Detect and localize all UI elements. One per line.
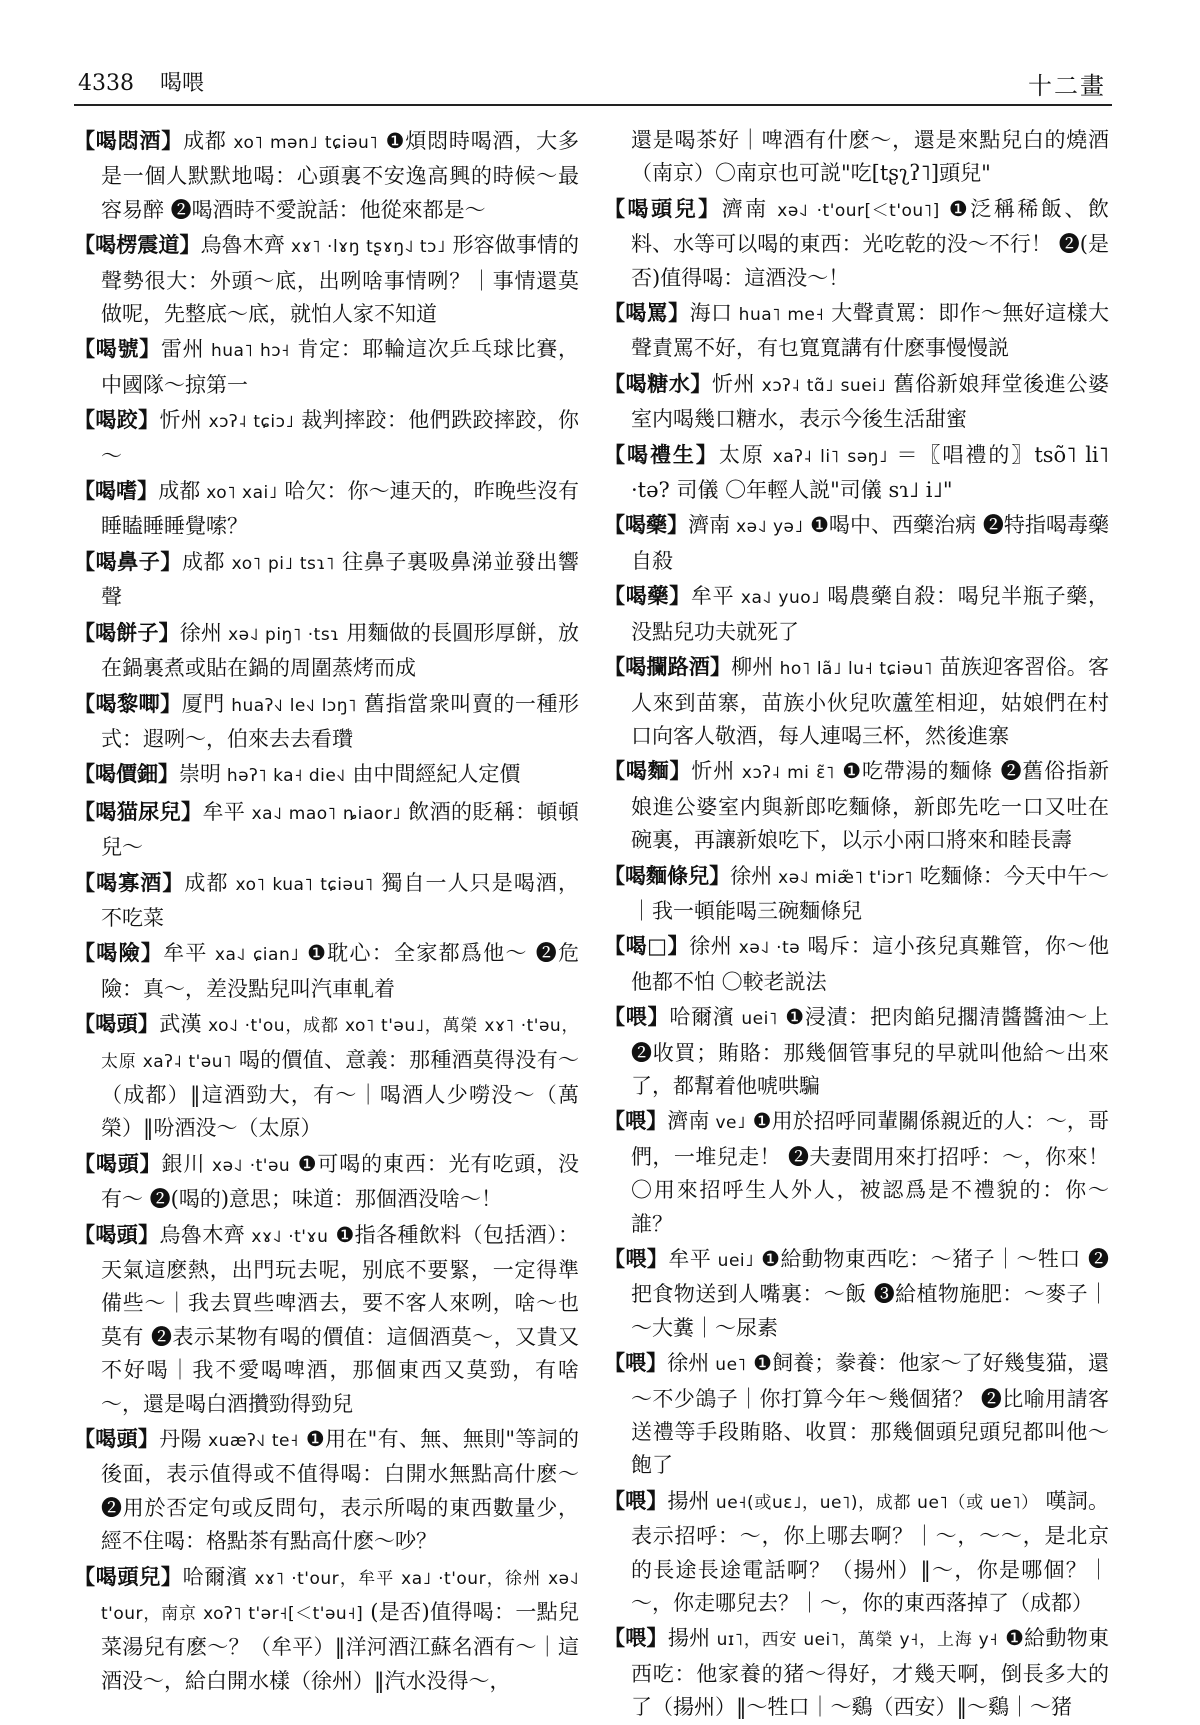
entry-definition: 吃麵條：今天中午～｜我一頓能喝三碗麵條兒 [631,863,1110,923]
entry-definition: 喝的價值、意義：那種酒莫得没有～（成都）‖這酒勁大，有～｜喝酒人少嘮没～（萬榮）‖吩酒没～（太原） [101,1047,579,1141]
entry-pronunciation: ve˩ [709,1113,746,1134]
entry-location: 銀川 [161,1151,206,1176]
entry-headword: 【喝楞震道】 [74,232,201,258]
running-head-left [78,66,204,97]
entry-pronunciation: xə˨˩ yə˩ [730,517,804,538]
entry-pronunciation: xuæʔ˧˩ te˧ [201,1431,299,1452]
entry-definition: ❶可喝的東西：光有吃頭，没有～ ❷(喝的)意思；味道：那個酒没啥～！ [101,1151,580,1212]
entry-definition: ❶飼養；豢養：他家～了好幾隻猫，還～不少鴿子｜你打算今年～幾個猪？ ❷比喻用請客送禮等手段賄賂、收買：那幾個頭兒頭兒都叫他～飽了 [631,1351,1110,1478]
dictionary-entry [604,1242,1109,1345]
entry-headword: 【喝價鈿】 [74,761,179,787]
entry-definition: 舊俗新娘拜堂後進公婆室内喝幾口糖水，表示今後生活甜蜜 [631,371,1110,432]
entry-definition: 喝斥：這小孩兒真難管，你～他他都不怕 〇較老説法 [631,934,1109,994]
entry-location: 海口 [689,301,733,326]
dictionary-entry [604,1484,1109,1621]
entry-headword: 【喝藥】 [604,512,689,538]
dictionary-entry [604,192,1109,295]
entry-headword: 【喝頭兒】 [74,1563,183,1589]
entry-location: 柳州 [731,655,774,680]
entry-definition: 嘆詞。表示招呼：～，你上哪去啊？｜～，～～，是北京的長途長途電話啊？（揚州）‖～，你是哪個？｜～，你走哪兒去？｜～，你的東西落掉了（成都） [631,1488,1110,1616]
entry-pronunciation: xɤ˨˩ ·t'ɤu [245,1226,329,1247]
entry-headword: 【喝藥】 [604,583,691,609]
entry-pronunciation: xa˨˩ yuo˩ [734,588,821,609]
entry-location: 丹陽 [159,1427,202,1452]
entry-pronunciation: xɔʔ˨ tɑ̃˩ suei˩ [755,375,887,396]
dictionary-entry [604,508,1109,578]
entry-headword: 【喂】 [604,1246,669,1271]
dictionary-entry [74,124,579,227]
entry-headword: 【喝跤】 [74,407,160,433]
dictionary-entry [74,1007,579,1146]
entry-headword: 【喂】 [604,1004,670,1030]
dictionary-entry [74,936,579,1006]
guide-headwords: 喝喂 [160,71,205,96]
entry-pronunciation: xo˥ xai˩ [200,483,278,504]
entry-location: 濟南 [721,196,769,221]
entry-pronunciation: həʔ˥ ka˧ die˧˩ [221,766,346,787]
dictionary-entry [74,687,579,757]
entry-location: 濟南 [667,1109,710,1134]
entry-location: 徐州 [667,1351,710,1376]
entry-definition: 飲酒的貶稱：頓頓兒～ [101,799,580,860]
entry-location: 成都 [183,129,227,153]
entry-location: 徐州 [689,934,733,959]
section-label: 十二畫 [1028,72,1106,100]
entry-headword: 【喝鼻子】 [74,548,182,574]
entry-location: 濟南 [688,513,731,538]
entry-pronunciation: ue˧(或uɛ˩，ue˥)，成都 ue˥（或 ue˥） [709,1492,1039,1513]
dictionary-entry [604,754,1109,857]
dictionary-entry [74,228,579,331]
entry-pronunciation: xo˥ kua˥ tɕiəu˥ [228,874,374,895]
entry-location: 崇明 [179,762,221,787]
dictionary-entry [604,859,1109,929]
entry-headword: 【喝□】 [604,933,690,959]
entry-definition: 大聲責罵：即作～無好這樣大聲責罵不好，有乜寬寬講有什麽事慢慢説 [631,301,1110,361]
entry-definition: (是否)值得喝：一點兒菜湯兒有麽～？（牟平）‖洋河酒江蘇名酒有～｜這酒没～，給白開水樣（徐州）‖汽水没得～， [101,1600,580,1693]
entry-location: 哈爾濱 [182,1564,248,1589]
entry-headword: 【喝麵條兒】 [604,862,731,888]
entry-pronunciation: xə˨˩ ·tə [732,938,801,959]
entry-location: 牟平 [202,799,246,824]
entry-location: 忻州 [712,371,756,396]
dictionary-entry [604,438,1109,508]
entry-headword: 【喝攔路酒】 [604,654,732,680]
entry-headword: 【喝號】 [74,336,161,362]
entry-pronunciation: xaʔ˨ li˥ səŋ˩ [764,446,888,467]
entry-location: 徐州 [730,863,773,888]
entry-headword: 【喂】 [604,1108,668,1134]
entry-location: 牟平 [163,941,208,966]
entry-pronunciation: xo˥ pi˩ tsɿ˥ [225,553,335,574]
entry-location: 烏魯木齊 [159,1222,246,1247]
entry-pronunciation: hua˥ hɔ˧ [204,341,290,362]
dictionary-entry [74,757,579,793]
entry-headword: 【喝糖水】 [604,370,713,396]
entry-location: 哈爾濱 [669,1005,735,1030]
entry-headword: 【喝頭】 [74,1221,160,1247]
dictionary-entry [74,795,579,865]
entry-definition: 獨自一人只是喝酒，不吃菜 [101,870,580,930]
entry-headword: 【喝悶酒】 [74,128,184,153]
entry-location: 太原 [718,442,765,467]
entry-headword: 【喝險】 [74,940,164,966]
entry-location: 牟平 [668,1247,712,1271]
entry-definition: ❶用在"有、無、無則"等詞的後面，表示值得或不值得喝：白開水無點高什麽～ ❷用於否定句或反問句，表示所喝的東西數量少，經不住喝：格點茶有點高什麽～吵？ [101,1427,580,1554]
entry-headword: 【喝麵】 [604,758,692,784]
entry-location: 揚州 [667,1488,710,1513]
entry-pronunciation: xo˨˩ ·t'ou，成都 xo˥ t'əu˩，萬榮 xɤ˥ ·t'əu，太原 xaʔ˨ t'əu˥ [101,1016,580,1072]
entry-headword: 【喝嗜】 [74,478,159,504]
entry-pronunciation: ue˥ [709,1355,747,1376]
entry-location: 牟平 [690,584,735,609]
entry-headword: 【喝黎唧】 [74,690,182,716]
entry-location: 武漢 [159,1012,202,1037]
entry-headword: 【喝頭兒】 [604,195,722,221]
dictionary-entry [74,332,579,402]
entry-pronunciation: uei˩ [711,1251,755,1271]
dictionary-entry [604,367,1109,437]
dictionary-entry [74,545,579,615]
entry-definition: 用麵做的長圓形厚餅，放在鍋裏煮或貼在鍋的周圍蒸烤而成 [101,620,579,681]
entry-definition: ❶給動物東西吃：他家養的猪～得好，才幾天啊，倒長多大的了（揚州）‖～牲口｜～鷄（西安）‖～鷄｜～猪 [631,1626,1110,1720]
entry-definition: ❶指各種飲料（包括酒）：天氣這麽熱，出門玩去呢，别底不要緊，一定得準備些～｜我去買些啤酒去，要不客人來咧，啥～也莫有 ❷表示某物有喝的價值：這個酒莫～，又貴又不好喝｜我不愛喝啤酒，那個東西又莫勁，有啥～，還是喝白酒攢勁得勁兒 [101,1222,580,1416]
entry-pronunciation: hua˥ me˧ [732,305,825,326]
entry-headword: 【喝猫尿兒】 [74,798,203,824]
dictionary-entry [74,1147,579,1217]
entry-location: 揚州 [667,1626,711,1651]
entry-definition: 哈欠：你～連天的，昨晚些沒有睡瞌睡睡覺嗦？ [101,479,580,539]
entry-definition: 苗族迎客習俗。客人來到苗寨，苗族小伙兒吹蘆笙相迎，姑娘們在村口向客人敬酒，每人連喝三杯，然後進寨 [631,655,1110,748]
entry-location: 徐州 [179,620,223,645]
entry-definition: ❶浸漬：把肉餡兒擱清醬醬油～上 ❷收買；賄賂：那幾個管事兒的早就叫他給～出來了，都幫着他唬哄騙 [631,1005,1110,1098]
entry-headword: 【喝禮生】 [604,441,719,467]
dictionary-entry [604,296,1109,366]
entry-definition: ❶泛稱稀飯、飲料、水等可以喝的東西：光吃乾的没～不行！ ❷(是否)值得喝：這酒没～！ [631,196,1110,290]
entry-definition: 肯定：耶輪這次乒乓球比賽，中國隊～掠第一 [101,337,580,397]
entry-definition: 由中間經紀人定價 [345,762,521,787]
entry-pronunciation: huaʔ˧˩ le˧˩ lɔŋ˥ [224,695,357,716]
dictionary-entry [74,866,579,936]
dictionary-entry [604,1621,1109,1724]
entry-pronunciation: xə˨˩ piŋ˥ ·tsɿ [222,624,340,645]
dictionary-entry [604,579,1109,649]
right-column [604,124,1110,1720]
entry-location: 厦門 [181,691,225,716]
dictionary-entry [74,1560,579,1699]
entry-pronunciation: xɤ˥ ·t'our，牟平 xa˩ ·t'our，徐州 xə˨˩ t'our，南京 xoʔ˥ t'ər˧[＜t'əu˧] [101,1568,580,1625]
entry-location: 成都 [181,549,226,574]
entry-headword: 【喂】 [604,1487,668,1513]
dictionary-entry [604,124,1109,191]
entry-headword: 【喝寡酒】 [74,869,185,895]
entry-definition: 形容做事情的聲勢很大：外頭～底，出咧啥事情咧？｜事情還莫做呢，先整底～底，就怕人家不知道 [101,233,580,327]
entry-pronunciation: xɤ˥ ·lɤŋ tʂɤŋ˨˩ tɔ˩ [284,237,446,258]
entry-location: 成都 [184,870,229,895]
entry-pronunciation: ho˥ lã˩ lu˧ tɕiəu˥ [773,659,933,680]
entry-definition: ❶耽心：全家都爲他～ ❷危險：真～，差没點兒叫汽車軋着 [101,941,579,1001]
entry-headword: 【喂】 [604,1350,668,1376]
entry-location: 忻州 [159,408,203,433]
entry-headword: 【喝頭】 [74,1426,160,1452]
entry-definition: 還是喝茶好｜啤酒有什麽～，還是來點兒白的燒酒（南京）〇南京也可説"吃[tʂʅʔ˥]頭兒" [631,128,1109,186]
entry-definition: 往鼻子裏吸鼻涕並發出響聲 [101,549,579,610]
dictionary-entry [604,1104,1109,1241]
dictionary-entry [74,1422,579,1559]
entry-pronunciation: xɔʔ˨ mi ɛ̃˥ [735,763,835,784]
entry-pronunciation: xə˨˩ ·t'əu [205,1155,291,1176]
entry-definition: ＝〖唱禮的〗tsõ˥ li˥ ·tə? 司儀 〇年輕人説"司儀 sɿ˩ i˩" [631,442,1109,503]
entry-definition: ❶煩悶時喝酒，大多是一個人默默地喝：心頭裏不安逸高興的時候～最容易醉 ❷喝酒時不愛說話：他從來都是～ [101,129,579,222]
entry-headword: 【喝罵】 [604,300,690,326]
dictionary-entry [604,1000,1109,1103]
entry-pronunciation: xa˨˩ mao˥ ȵiaor˩ [245,803,402,824]
entry-pronunciation: xa˨˩ ɕian˩ [207,945,300,966]
entry-definition: ❶喝中、西藥治病 ❷特指喝毒藥自殺 [631,513,1109,573]
dictionary-entry [74,1218,579,1421]
dictionary-entry [604,1346,1109,1483]
entry-pronunciation: xo˥ mən˩ tɕiəu˥ [226,133,379,153]
entry-headword: 【喝頭】 [74,1011,160,1037]
entry-definition: ❶給動物東西吃：～猪子｜～牲口 ❷把食物送到人嘴裏：～飯 ❸給植物施肥：～麥子｜～大糞｜～尿素 [631,1247,1110,1340]
dictionary-entry [74,474,579,544]
entry-definition: ❶吃帶湯的麵條 ❷舊俗指新娘進公婆室内與新郎吃麵條，新郎先吃一口又吐在碗裏，再讓新娘吃下，以示小兩口將來和睦長壽 [631,759,1110,853]
entry-headword: 【喂】 [604,1625,668,1651]
entry-definition: 舊指當衆叫賣的一種形式：遐咧～，伯來去去看瓚 [101,691,579,751]
entry-pronunciation: uɪ˥，西安 uei˥，萬榮 y˧，上海 y˧ [710,1630,999,1651]
dictionary-entry [74,403,579,473]
entry-definition: 喝農藥自殺：喝兒半瓶子藥，没點兒功夫就死了 [631,584,1110,644]
entry-headword: 【喝頭】 [74,1150,162,1176]
entry-definition: 裁判摔跤：他們跌跤摔跤，你～ [101,408,580,468]
dictionary-entry [604,650,1109,753]
left-column [74,124,579,1704]
entry-location: 烏魯木齊 [200,233,285,258]
page-header [74,64,1112,106]
entry-pronunciation: uei˥ [734,1009,778,1030]
dictionary-entry [74,616,579,686]
entry-location: 雷州 [160,337,205,362]
entry-definition: ❶用於招呼同輩關係親近的人：～，哥們，一堆兒走！ ❷夫妻間用來打招呼：～，你來！〇用來招呼生人外人，被認爲是不禮貌的：你～誰？ [631,1109,1110,1236]
entry-headword: 【喝餅子】 [74,619,180,645]
entry-pronunciation: xə˨˩ ·t'our[＜t'ou˥] [768,200,940,221]
page-number: 4338 [78,71,134,96]
entry-pronunciation: xɔʔ˨ tɕiɔ˩ [202,412,295,433]
entry-pronunciation: xə˨˩ miæ̃˥ t'iɔr˥ [772,867,914,888]
dictionary-entry [604,929,1109,999]
entry-location: 忻州 [691,759,736,784]
entry-location: 成都 [158,479,201,504]
